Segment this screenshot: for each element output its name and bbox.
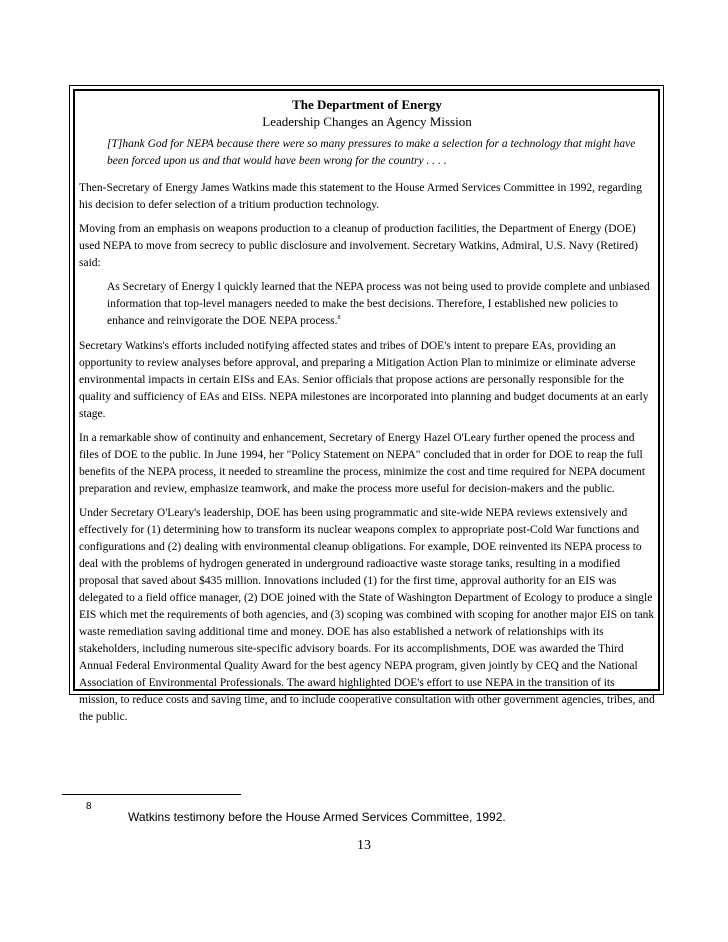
watkins-quote-text: As Secretary of Energy I quickly learned that the NEPA process was not being used to provide complete and unbiased information that top-level managers needed to make the best decisions. Therefore, I established new policies to enhance and reinvigorate the DOE NEPA process. (107, 281, 650, 327)
paragraph-2: Moving from an emphasis on weapons production to a cleanup of production facilities, the Department of Energy (DOE) used NEPA to move from secrecy to public disclosure and involvement. Secretary Watkins, Admiral, U.S. Navy (Retired) said: (79, 223, 638, 269)
footnote-divider (62, 794, 241, 795)
box-subtitle: Leadership Changes an Agency Mission (262, 114, 472, 129)
footnote-number: 8 (86, 801, 92, 812)
epigraph-quote: [T]hank God for NEPA because there were so many pressures to make a selection for a technology that might have been forced upon us and that would have been wrong for the country . . . . (107, 138, 636, 167)
paragraph-3: Secretary Watkins's efforts included notifying affected states and tribes of DOE's intent to prepare EAs, providing an opportunity to review analyses before approval, and preparing a Mitigation Action Plan to minimize or eliminate adverse environmental impacts in certain EISs and EAs. Senior officials that propose actions are personally responsible for the quality and sufficiency of EAs and EISs. NEPA milestones are incorporated into planning and budget documents at an early stage. (79, 340, 649, 420)
watkins-quote (107, 279, 655, 330)
paragraph-4: In a remarkable show of continuity and enhancement, Secretary of Energy Hazel O'Leary further opened the process and files of DOE to the public. In June 1994, her "Policy Statement on NEPA" concluded that in order for DOE to reap the full benefits of the NEPA process, it needed to streamline the process, minimize the cost and time required for NEPA document preparation and review, emphasize teamwork, and make the process more useful for decision-makers and the public. (79, 432, 646, 495)
box-title: The Department of Energy (292, 97, 442, 112)
paragraph-1: Then-Secretary of Energy James Watkins made this statement to the House Armed Services Committee in 1992, regarding his decision to defer selection of a tritium production technology. (79, 182, 642, 211)
paragraph-5: Under Secretary O'Leary's leadership, DOE has been using programmatic and site-wide NEPA reviews extensively and effectively for (1) determining how to transform its nuclear weapons complex to appropriate post-Cold War functions and configurations and (2) dealing with environmental cleanup obligations. For example, DOE reinvented its NEPA process to deal with the problems of hydrogen generated in underground radioactive waste storage tanks, resulting in a modified proposal that saved about $435 million. Innovations included (1) for the first time, approval authority for an EIS was delegated to a field office manager, (2) DOE joined with the State of Washington Department of Ecology to produce a single EIS which met the requirements of both agencies, and (3) scoping was combined with scoping for another major EIS on tank waste remediation saving additional time and money. DOE has also established a network of relationships with its stakeholders, including numerous site-specific advisory boards. For its accomplishments, DOE was awarded the Third Annual Federal Environmental Quality Award for the best agency NEPA program, given jointly by CEQ and the National Association of Environmental Professionals. The award highlighted DOE's effort to use NEPA in the transition of its mission, to reduce costs and saving time, and to include cooperative consultation with other government agencies, tribes, and the public. (79, 507, 655, 723)
footnote-text: Watkins testimony before the House Armed Services Committee, 1992. (128, 810, 506, 824)
footnote-reference: 8 (337, 315, 341, 321)
page-number: 13 (357, 838, 371, 853)
sidebar-box-content (79, 96, 655, 733)
